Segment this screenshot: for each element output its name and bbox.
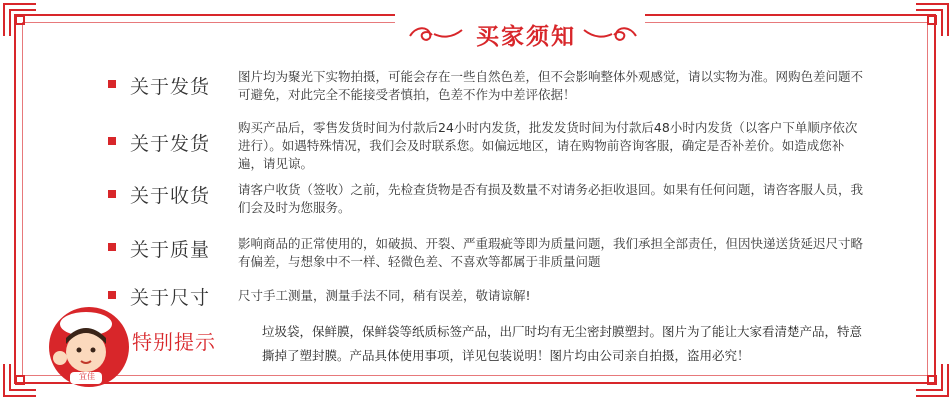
special-notice-label: 特别提示	[132, 330, 216, 354]
corner-ornament-icon	[2, 362, 38, 398]
swirl-ornament-icon	[580, 22, 640, 46]
bullet-square-icon	[108, 190, 116, 198]
notice-label: 关于质量	[130, 239, 211, 261]
bullet-square-icon	[108, 137, 116, 145]
corner-ornament-icon	[914, 362, 950, 398]
notice-label: 关于发货	[130, 133, 211, 155]
notice-label: 关于尺寸	[130, 287, 211, 309]
notice-text: 购买产品后，零售发货时间为付款后24小时内发货，批发发货时间为付款后48小时内发货（以客户下单顺序依次进行）。如遇特殊情况，我们会及时联系您。如偏远地区，请在购物前咨询客服，确定是否补差价。如造成您补遍，请见谅。	[238, 120, 858, 171]
special-notice-text: 垃圾袋，保鲜膜，保鲜袋等纸质标签产品，出厂时均有无尘密封膜塑封。图片为了能让大家看清楚产品，特意撕掉了塑封膜。产品具体使用事项，详见包装说明！图片均由公司亲自拍摄，盗用必究！	[262, 324, 863, 363]
avatar-badge: 宜佳	[79, 372, 95, 381]
notice-text: 尺寸手工测量，测量手法不同，稍有误差，敬请谅解!	[238, 288, 531, 303]
chef-mascot-avatar	[46, 304, 132, 390]
bullet-square-icon	[108, 291, 116, 299]
swirl-ornament-icon	[406, 22, 466, 46]
header	[0, 8, 952, 60]
notice-label: 关于收货	[130, 185, 211, 207]
bullet-square-icon	[108, 80, 116, 88]
bullet-square-icon	[108, 243, 116, 251]
page-title: 买家须知	[476, 24, 576, 50]
notice-text: 影响商品的正常使用的，如破损、开裂、严重瑕疵等即为质量问题，我们承担全部责任，但因快递送货延迟尺寸略有偏差，与想象中不一样、轻微色差、不喜欢等都属于非质量问题	[238, 236, 864, 269]
notice-text: 图片均为聚光下实物拍摄，可能会存在一些自然色差，但不会影响整体外观感觉，请以实物为准。网购色差问题不可避免，对此完全不能接受者慎拍，色差不作为中差评依据！	[238, 69, 864, 102]
notice-label: 关于发货	[130, 76, 211, 98]
notice-text: 请客户收货（签收）之前，先检查货物是否有损及数量不对请务必拒收退回。如果有任何问题，请咨客服人员，我们会及时为您服务。	[238, 182, 864, 215]
